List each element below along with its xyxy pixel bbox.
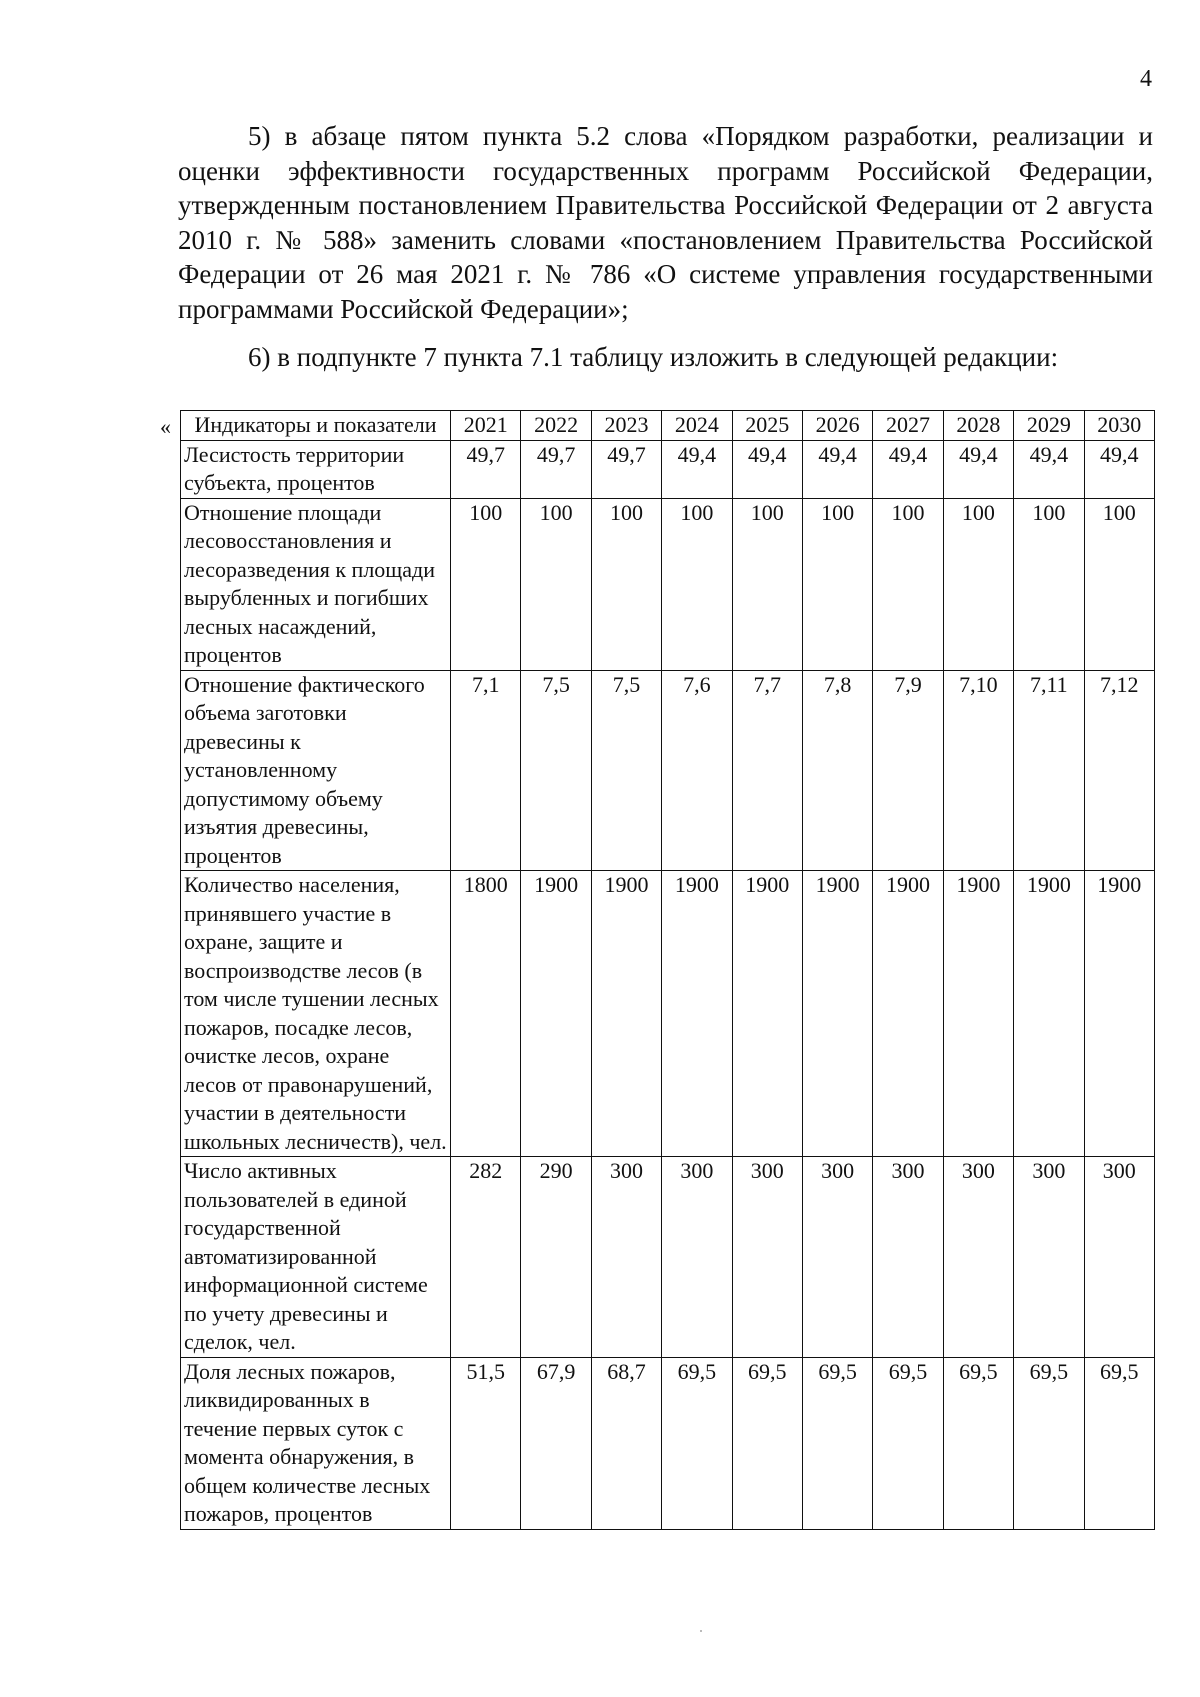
indicator-value: 7,8 <box>802 670 872 871</box>
indicator-value: 51,5 <box>451 1357 521 1529</box>
table-row <box>181 440 1155 498</box>
indicator-value: 7,9 <box>873 670 943 871</box>
indicator-value: 100 <box>1014 498 1084 670</box>
indicator-name: Лесистость территории субъекта, процентов <box>181 440 451 498</box>
indicator-value: 49,4 <box>1084 440 1154 498</box>
indicator-value: 67,9 <box>521 1357 591 1529</box>
indicator-value: 300 <box>802 1157 872 1358</box>
indicator-value: 7,1 <box>451 670 521 871</box>
table-row <box>181 1357 1155 1529</box>
indicator-value: 100 <box>521 498 591 670</box>
indicator-value: 1900 <box>732 871 802 1157</box>
indicator-value: 290 <box>521 1157 591 1358</box>
indicator-value: 300 <box>873 1157 943 1358</box>
table-opening-quote: « <box>160 414 171 439</box>
indicator-value: 49,4 <box>732 440 802 498</box>
indicator-value: 49,7 <box>521 440 591 498</box>
indicator-value: 1900 <box>873 871 943 1157</box>
header-year: 2025 <box>732 411 802 441</box>
indicator-name: Отношение площади лесовосстановления и лесоразведения к площади вырубленных и погибших лесных насаждений, процентов <box>181 498 451 670</box>
header-year: 2030 <box>1084 411 1154 441</box>
indicator-value: 1900 <box>943 871 1013 1157</box>
indicator-name: Количество населения, принявшего участие в охране, защите и воспроизводстве лесов (в том числе тушении лесных пожаров, посадке лесов, очистке лесов, охране лесов от правонарушений, участии в деятельности школьных лесничеств), чел. <box>181 871 451 1157</box>
indicator-value: 69,5 <box>943 1357 1013 1529</box>
indicator-value: 7,11 <box>1014 670 1084 871</box>
indicator-value: 69,5 <box>873 1357 943 1529</box>
indicator-value: 69,5 <box>802 1357 872 1529</box>
indicator-value: 1900 <box>1014 871 1084 1157</box>
indicator-name: Отношение фактического объема заготовки древесины к установленному допустимому объему изъятия древесины, процентов <box>181 670 451 871</box>
indicator-value: 69,5 <box>1014 1357 1084 1529</box>
header-year: 2021 <box>451 411 521 441</box>
table-row <box>181 1157 1155 1358</box>
indicator-value: 100 <box>873 498 943 670</box>
indicator-value: 300 <box>1084 1157 1154 1358</box>
indicator-value: 7,5 <box>591 670 661 871</box>
indicator-value: 100 <box>451 498 521 670</box>
indicator-value: 7,7 <box>732 670 802 871</box>
indicator-value: 68,7 <box>591 1357 661 1529</box>
table-header-row <box>181 411 1155 441</box>
indicator-name: Доля лесных пожаров, ликвидированных в течение первых суток с момента обнаружения, в общем количестве лесных пожаров, процентов <box>181 1357 451 1529</box>
indicator-value: 1900 <box>802 871 872 1157</box>
indicator-value: 7,6 <box>662 670 732 871</box>
indicator-value: 69,5 <box>662 1357 732 1529</box>
indicator-value: 300 <box>943 1157 1013 1358</box>
paragraph-item-5: 5) в абзаце пятом пункта 5.2 слова «Порядком разработки, реализации и оценки эффективности государственных программ Российской Федерации, утвержденным постановлением Правительства Российской Федерации от 2 августа 2010 г. № 588» заменить словами «постановлением Правительства Российской Федерации от 26 мая 2021 г. № 786 «О системе управления государственными программами Российской Федерации»; <box>178 121 1153 324</box>
indicator-value: 282 <box>451 1157 521 1358</box>
indicator-value: 300 <box>732 1157 802 1358</box>
indicator-value: 300 <box>591 1157 661 1358</box>
header-year: 2022 <box>521 411 591 441</box>
indicator-value: 100 <box>662 498 732 670</box>
indicator-value: 49,4 <box>802 440 872 498</box>
indicator-value: 49,7 <box>591 440 661 498</box>
indicator-value: 49,4 <box>1014 440 1084 498</box>
indicator-value: 1900 <box>662 871 732 1157</box>
header-year: 2028 <box>943 411 1013 441</box>
indicators-table <box>180 410 1155 1530</box>
page-number: 4 <box>1140 66 1152 92</box>
indicator-value: 49,4 <box>873 440 943 498</box>
indicator-name: Число активных пользователей в единой государственной автоматизированной информационной системе по учету древесины и сделок, чел. <box>181 1157 451 1358</box>
header-year: 2027 <box>873 411 943 441</box>
indicator-value: 300 <box>662 1157 732 1358</box>
indicator-value: 49,7 <box>451 440 521 498</box>
header-year: 2026 <box>802 411 872 441</box>
indicator-value: 100 <box>1084 498 1154 670</box>
header-year: 2024 <box>662 411 732 441</box>
indicator-value: 69,5 <box>732 1357 802 1529</box>
indicator-value: 100 <box>732 498 802 670</box>
indicator-value: 100 <box>802 498 872 670</box>
table-row <box>181 498 1155 670</box>
indicator-value: 49,4 <box>943 440 1013 498</box>
indicator-value: 300 <box>1014 1157 1084 1358</box>
scan-speck <box>700 1630 702 1632</box>
indicator-value: 1900 <box>521 871 591 1157</box>
indicator-value: 7,12 <box>1084 670 1154 871</box>
indicator-value: 1800 <box>451 871 521 1157</box>
indicator-value: 1900 <box>1084 871 1154 1157</box>
indicator-value: 100 <box>943 498 1013 670</box>
header-year: 2023 <box>591 411 661 441</box>
table-row <box>181 871 1155 1157</box>
indicator-value: 7,5 <box>521 670 591 871</box>
paragraph-item-6: 6) в подпункте 7 пункта 7.1 таблицу изложить в следующей редакции: <box>248 342 1059 372</box>
indicator-value: 49,4 <box>662 440 732 498</box>
indicator-value: 69,5 <box>1084 1357 1154 1529</box>
table-row <box>181 670 1155 871</box>
indicator-value: 1900 <box>591 871 661 1157</box>
indicator-value: 100 <box>591 498 661 670</box>
header-indicators: Индикаторы и показатели <box>181 411 451 441</box>
indicator-value: 7,10 <box>943 670 1013 871</box>
header-year: 2029 <box>1014 411 1084 441</box>
